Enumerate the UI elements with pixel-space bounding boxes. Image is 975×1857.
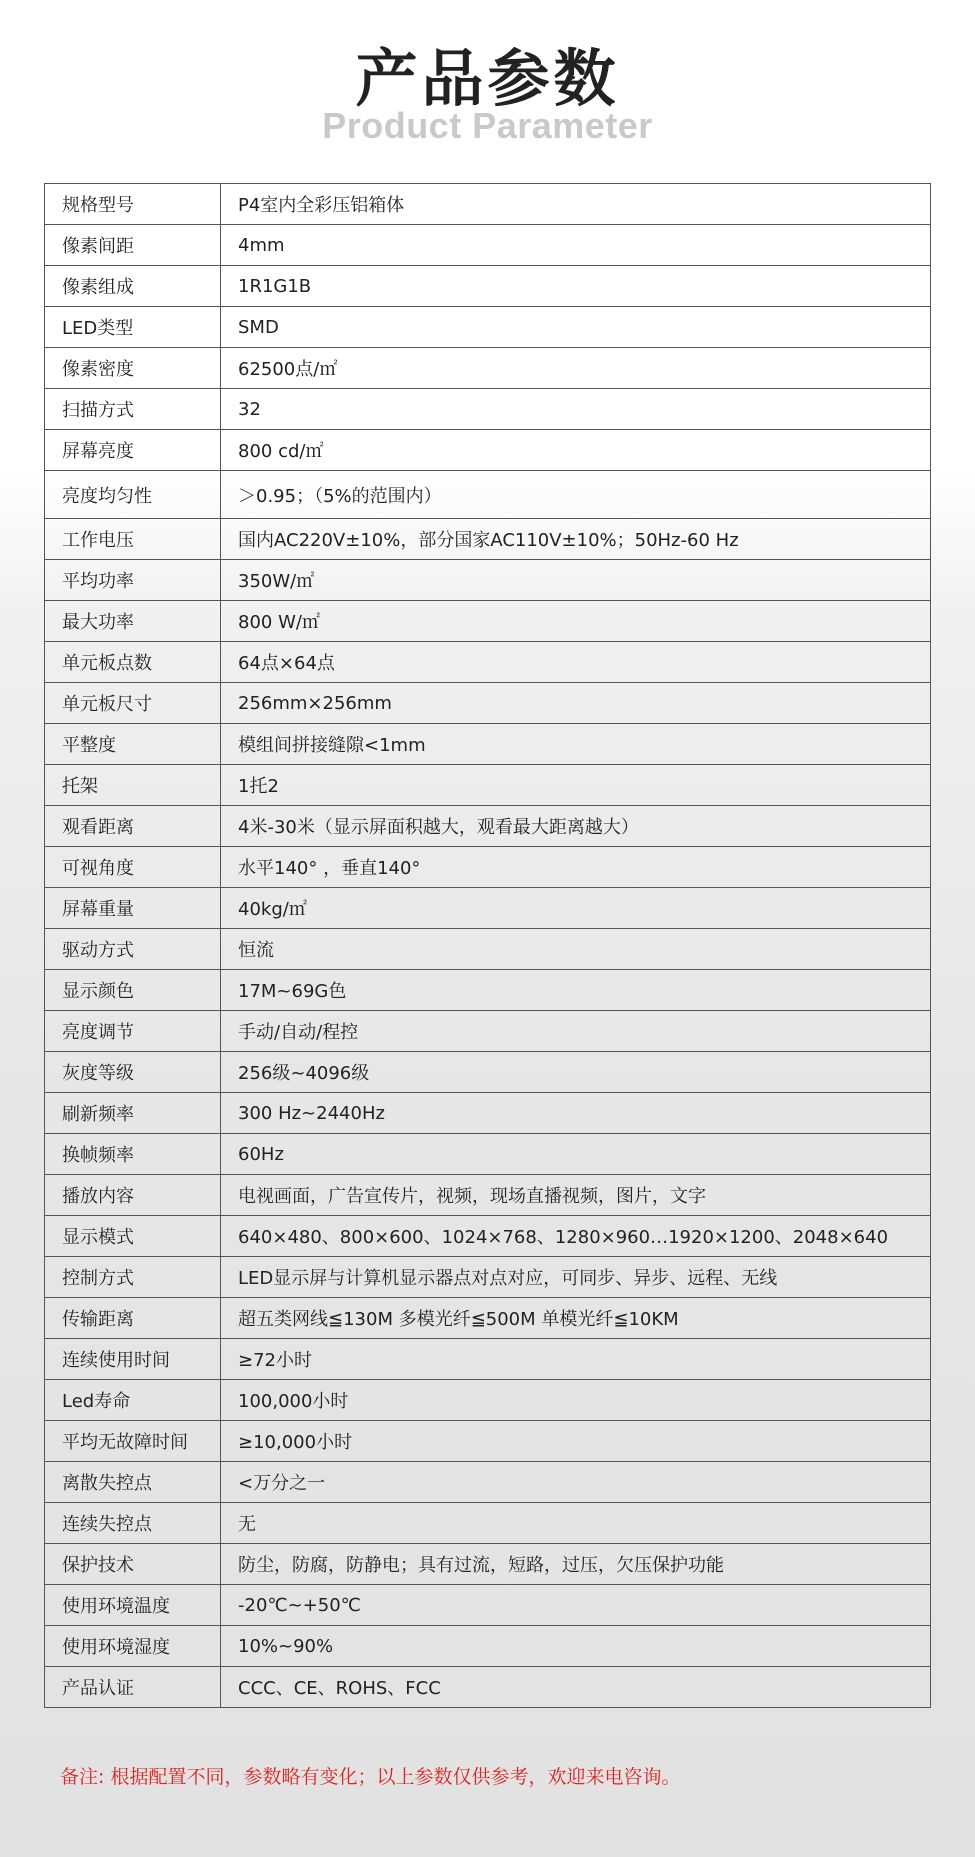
param-value: 17M~69G色	[221, 970, 931, 1011]
param-label: 扫描方式	[45, 389, 221, 430]
table-row	[45, 389, 931, 430]
table-row	[45, 307, 931, 348]
param-value: 800 cd/㎡	[221, 430, 931, 471]
param-label: 平整度	[45, 724, 221, 765]
param-value: 256mm×256mm	[221, 683, 931, 724]
param-value: 256级~4096级	[221, 1052, 931, 1093]
table-row	[45, 1134, 931, 1175]
param-value: 国内AC220V±10%，部分国家AC110V±10%；50Hz-60 Hz	[221, 519, 931, 560]
param-value: ≥72小时	[221, 1339, 931, 1380]
table-row	[45, 471, 931, 519]
param-label: 像素间距	[45, 225, 221, 266]
table-row	[45, 1052, 931, 1093]
param-label: Led寿命	[45, 1380, 221, 1421]
param-value: P4室内全彩压铝箱体	[221, 184, 931, 225]
table-row	[45, 1544, 931, 1585]
param-label: 驱动方式	[45, 929, 221, 970]
page-header	[0, 40, 975, 146]
param-value: 水平140° ，垂直140°	[221, 847, 931, 888]
param-value: 恒流	[221, 929, 931, 970]
table-row	[45, 642, 931, 683]
table-row	[45, 519, 931, 560]
table-row	[45, 1339, 931, 1380]
param-label: 离散失控点	[45, 1462, 221, 1503]
param-label: 显示模式	[45, 1216, 221, 1257]
param-label: 屏幕重量	[45, 888, 221, 929]
table-row	[45, 765, 931, 806]
table-row	[45, 1585, 931, 1626]
table-row	[45, 348, 931, 389]
param-label: 最大功率	[45, 601, 221, 642]
param-value: 32	[221, 389, 931, 430]
table-row	[45, 1216, 931, 1257]
table-row	[45, 683, 931, 724]
param-label: 像素组成	[45, 266, 221, 307]
param-value: 1托2	[221, 765, 931, 806]
table-row	[45, 1011, 931, 1052]
param-value: 640×480、800×600、1024×768、1280×960…1920×1200、2048×640	[221, 1216, 931, 1257]
disclaimer-note: 备注: 根据配置不同，参数略有变化；以上参数仅供参考，欢迎来电咨询。	[60, 1766, 681, 1788]
table-row	[45, 560, 931, 601]
table-row	[45, 1175, 931, 1216]
param-value: 防尘，防腐，防静电；具有过流，短路，过压，欠压保护功能	[221, 1544, 931, 1585]
param-value: 电视画面，广告宣传片，视频，现场直播视频，图片，文字	[221, 1175, 931, 1216]
param-value: SMD	[221, 307, 931, 348]
param-value: LED显示屏与计算机显示器点对点对应，可同步、异步、远程、无线	[221, 1257, 931, 1298]
param-label: 像素密度	[45, 348, 221, 389]
param-value: ≥10,000小时	[221, 1421, 931, 1462]
param-label: 显示颜色	[45, 970, 221, 1011]
param-label: 单元板尺寸	[45, 683, 221, 724]
param-label: 单元板点数	[45, 642, 221, 683]
param-value: ＞0.95；（5%的范围内）	[221, 471, 931, 519]
param-value: 无	[221, 1503, 931, 1544]
table-row	[45, 1421, 931, 1462]
table-row	[45, 266, 931, 307]
page-subtitle: Product Parameter	[322, 105, 653, 146]
param-value: 4米-30米（显示屏面积越大，观看最大距离越大）	[221, 806, 931, 847]
param-value: CCC、CE、ROHS、FCC	[221, 1667, 931, 1708]
page-title: 产品参数	[355, 42, 620, 115]
param-value: 手动/自动/程控	[221, 1011, 931, 1052]
param-value: 300 Hz~2440Hz	[221, 1093, 931, 1134]
param-label: 连续使用时间	[45, 1339, 221, 1380]
param-value: 100,000小时	[221, 1380, 931, 1421]
param-value: 64点×64点	[221, 642, 931, 683]
table-row	[45, 225, 931, 266]
param-label: 观看距离	[45, 806, 221, 847]
param-label: 换帧频率	[45, 1134, 221, 1175]
table-row	[45, 1093, 931, 1134]
table-row	[45, 970, 931, 1011]
param-value: <万分之一	[221, 1462, 931, 1503]
param-value: 4mm	[221, 225, 931, 266]
param-label: 规格型号	[45, 184, 221, 225]
param-label: 使用环境温度	[45, 1585, 221, 1626]
table-row	[45, 601, 931, 642]
param-label: 灰度等级	[45, 1052, 221, 1093]
param-value: -20℃~+50℃	[221, 1585, 931, 1626]
param-value: 10%~90%	[221, 1626, 931, 1667]
param-label: 产品认证	[45, 1667, 221, 1708]
table-row	[45, 1380, 931, 1421]
param-label: 播放内容	[45, 1175, 221, 1216]
param-label: 保护技术	[45, 1544, 221, 1585]
param-label: 亮度调节	[45, 1011, 221, 1052]
table-row	[45, 1462, 931, 1503]
table-row	[45, 1626, 931, 1667]
table-row	[45, 888, 931, 929]
param-value: 350W/㎡	[221, 560, 931, 601]
table-row	[45, 184, 931, 225]
table-row	[45, 430, 931, 471]
param-label: 使用环境湿度	[45, 1626, 221, 1667]
param-label: 屏幕亮度	[45, 430, 221, 471]
parameter-table-body	[45, 184, 931, 1708]
param-label: 连续失控点	[45, 1503, 221, 1544]
param-label: LED类型	[45, 307, 221, 348]
table-row	[45, 1503, 931, 1544]
table-row	[45, 929, 931, 970]
param-value: 1R1G1B	[221, 266, 931, 307]
param-value: 超五类网线≦130M 多模光纤≦500M 单模光纤≦10KM	[221, 1298, 931, 1339]
table-row	[45, 806, 931, 847]
param-value: 60Hz	[221, 1134, 931, 1175]
table-row	[45, 1298, 931, 1339]
param-label: 传输距离	[45, 1298, 221, 1339]
param-label: 工作电压	[45, 519, 221, 560]
table-row	[45, 847, 931, 888]
table-row	[45, 1667, 931, 1708]
param-value: 模组间拼接缝隙<1mm	[221, 724, 931, 765]
param-label: 控制方式	[45, 1257, 221, 1298]
param-label: 平均无故障时间	[45, 1421, 221, 1462]
parameter-table	[44, 183, 931, 1708]
table-row	[45, 724, 931, 765]
param-label: 托架	[45, 765, 221, 806]
param-label: 刷新频率	[45, 1093, 221, 1134]
param-value: 800 W/㎡	[221, 601, 931, 642]
table-row	[45, 1257, 931, 1298]
param-value: 40kg/㎡	[221, 888, 931, 929]
param-label: 可视角度	[45, 847, 221, 888]
param-value: 62500点/㎡	[221, 348, 931, 389]
param-label: 平均功率	[45, 560, 221, 601]
param-label: 亮度均匀性	[45, 471, 221, 519]
